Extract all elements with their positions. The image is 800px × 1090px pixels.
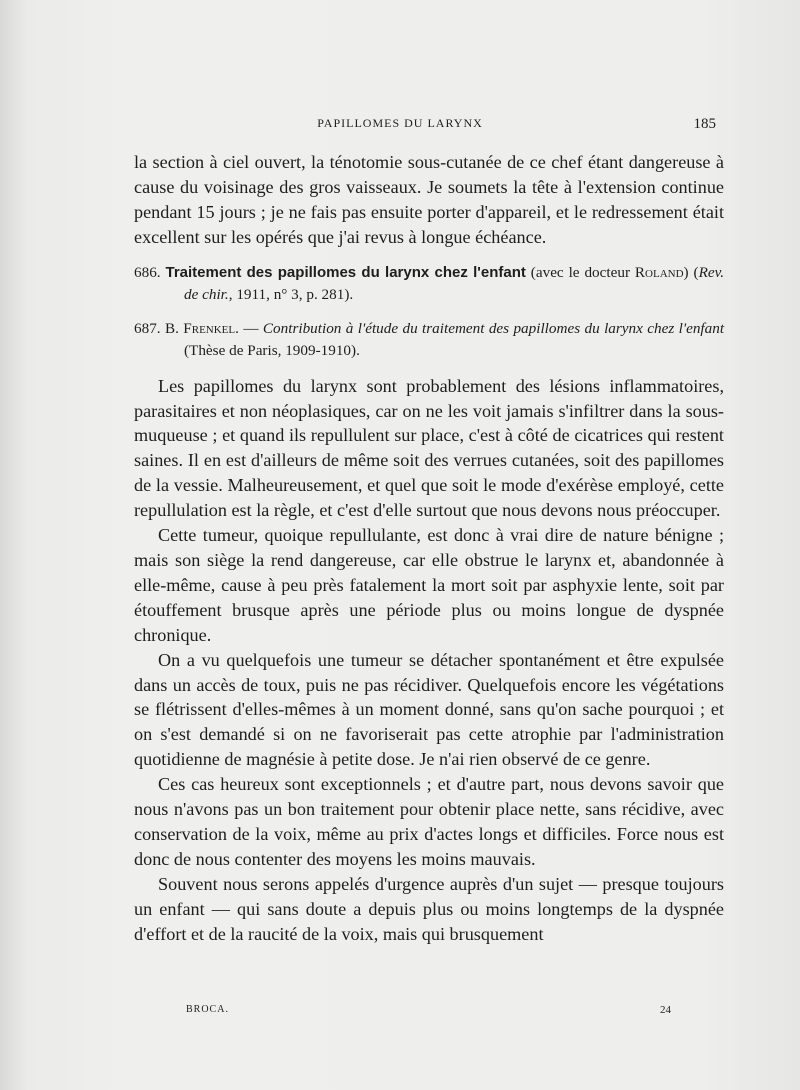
entry-687-author: Frenkel [183,319,236,337]
entry-686-title: Traitement des papillomes du larynx chez l'enfant [165,263,526,281]
intro-paragraph: la section à ciel ouvert, la ténotomie sous-cutanée de ce chef étant dangereuse à cause du voisinage des gros vaisseaux. Je soumets la tête à l'extension continue pendant 15 jours ; je ne fais pas ensuite porter d'appareil, et le redressement était excellent sur les opérés que j'ai revus à longue échéance. [134,152,724,247]
paragraph-1: Les papillomes du larynx sont probablement des lésions inflammatoires, parasitaires et non néoplasiques, car on ne les voit jamais s'infiltrer dans la sous-muqueuse ; et quand ils repullulent sur place, c'est à côté de cicatrices qui restent saines. Il en est d'ailleurs de même soit des verrues cutanées, soit des papillomes de la vessie. Malheureusement, et quel que soit le mode d'exérèse employé, cette repullulation est la règle, et c'est d'elle surtout que nous devons nous préoccuper. [134,375,724,521]
entry-687-title: Contribution à l'étude du traitement des papillomes du larynx chez l'enfant [262,319,725,337]
bibliography-entry-687 [134,318,724,362]
entry-687-initial: B. [164,319,179,337]
paragraph-5: Souvent nous serons appelés d'urgence auprès d'un sujet — presque toujours un enfant — qui sans doute a depuis plus ou moins longtemps de la dyspnée d'effort et de la raucité de la voix, mais qui brusquement [134,873,724,944]
entry-686-number: 686. [134,263,161,281]
running-title: PAPILLOMES DU LARYNX [317,116,483,130]
paragraph-4: Ces cas heureux sont exceptionnels ; et d'autre part, nous devons savoir que nous n'avons pas un bon traitement pour obtenir place nette, sans récidive, avec conservation de la voix, même au prix d'actes longs et difficiles. Force nous est donc de nous contenter des moyens les moins mauvais. [134,774,724,869]
sheet-number: 24 [660,1004,671,1016]
running-header [0,116,800,136]
page-number: 185 [693,116,716,132]
entry-687-dash: . — [235,319,259,337]
entry-686-journal: Rev. de chir. [184,263,725,303]
text-body [134,150,724,946]
page-footer [0,1004,800,1020]
entry-687-citation: (Thèse de Paris, 1909-1910). [184,341,360,359]
bibliography-entry-686: 686. Traitement des papillomes du larynx chez l'enfant (avec le docteur Roland) (Rev. de chir., 1911, n° 3, p. 281). [134,263,725,303]
entry-687-number: 687. [134,319,161,337]
paragraph-2: Cette tumeur, quoique repullulante, est donc à vrai dire de nature bénigne ; mais son siège la rend dangereuse, car elle obstrue le larynx et, abandonnée à elle-même, cause à peu près fatalement la mort soit par asphyxie lente, soit par étouffement brusque après une période plus ou moins longue de dyspnée chronique. [134,525,724,645]
signature-mark: BROCA. [186,1004,229,1015]
paragraph-3: On a vu quelquefois une tumeur se détacher spontanément et être expulsée dans un accès de toux, puis ne pas récidiver. Quelquefois encore les végétations se flétrissent d'elles-mêmes à un moment donné, sans qu'on sache pourquoi ; et on s'est demandé si on ne favoriserait pas cette atrophie par l'administration quotidienne de magnésie à petite dose. Je n'ai rien observé de ce genre. [134,649,724,770]
entry-686-collab-post: ) [683,263,689,281]
entry-686-collab-pre: (avec le docteur [530,263,635,281]
entry-686-citation: , 1911, n° 3, p. 281). [228,285,354,303]
entry-686-collab-name: Roland [634,263,684,281]
